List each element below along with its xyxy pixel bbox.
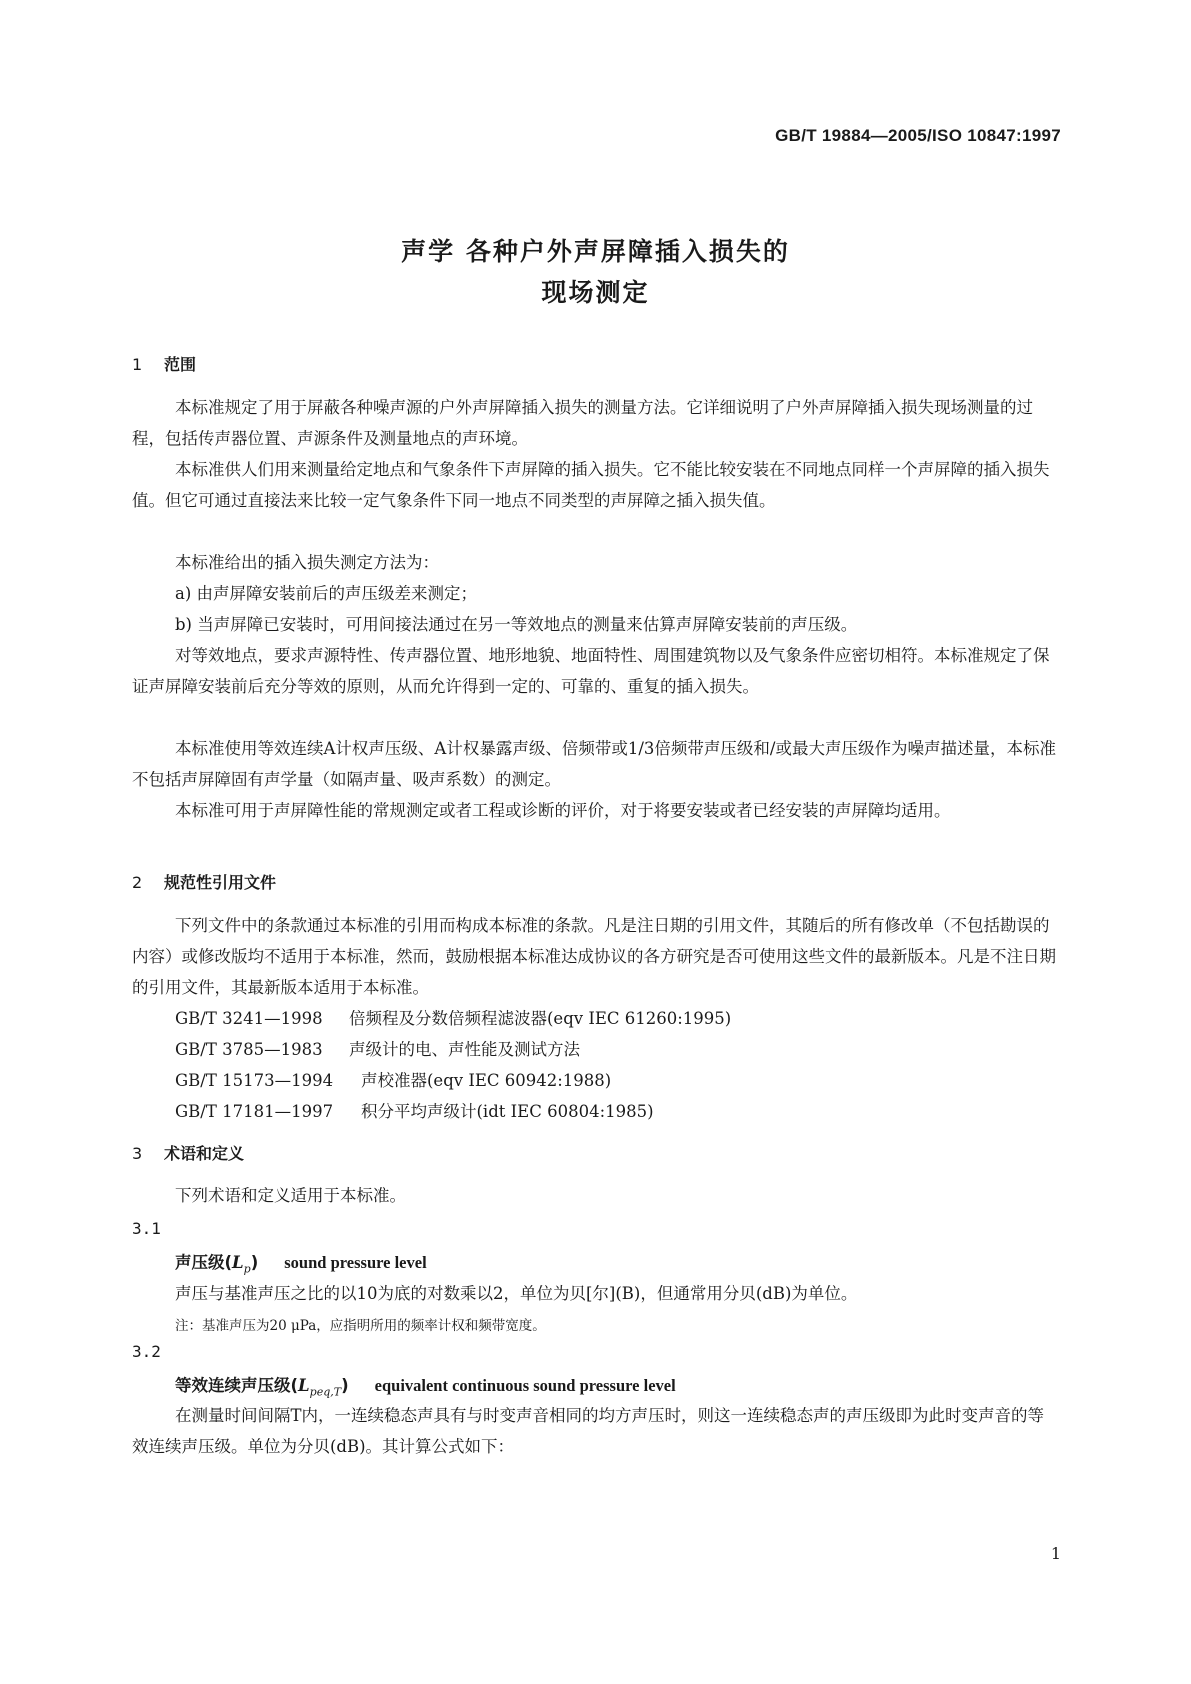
paragraph: 下列文件中的条款通过本标准的引用而构成本标准的条款。凡是注日期的引用文件，其随后的所有修改单（不包括勘误的内容）或修改版均不适用于本标准，然而，鼓励根据本标准达成协议的各方研究是否可使用这些文件的最新版本。凡是不注日期的引用文件，其最新版本适用于本标准。 xyxy=(132,916,1056,997)
reference-item xyxy=(175,1067,611,1091)
reference-code: GB/T 3241—1998 xyxy=(175,1009,323,1028)
subsection-number: 3.2 xyxy=(132,1342,161,1361)
term-english: equivalent continuous sound pressure level xyxy=(374,1376,676,1395)
page-number: 1 xyxy=(1050,1544,1061,1563)
section-3-heading xyxy=(132,1141,244,1164)
list-item: a) 由声屏障安装前后的声压级差来测定； xyxy=(175,584,478,603)
term-heading: 声压级$(L_p)$ sound pressure level xyxy=(175,1253,427,1276)
document-title-line2: 现场测定 xyxy=(541,278,650,307)
term-symbol: L xyxy=(298,1376,310,1395)
paragraph: 本标准规定了用于屏蔽各种噪声源的户外声屏障插入损失的测量方法。它详细说明了户外声屏障插入损失现场测量的过程，包括传声器位置、声源条件及测量地点的声环境。 xyxy=(132,398,1033,448)
term-chinese: 等效连续声压级 xyxy=(175,1376,291,1395)
reference-title: 倍频程及分数倍频程滤波器(eqv IEC 61260:1995) xyxy=(349,1009,732,1028)
section-title: 术语和定义 xyxy=(164,1144,245,1163)
term-symbol: L xyxy=(232,1253,244,1272)
reference-item xyxy=(175,1098,654,1122)
term-heading: 等效连续声压级$(L_{peq,T})$ equivalent continuous sound pressure level xyxy=(175,1376,676,1399)
paragraph: 下列术语和定义适用于本标准。 xyxy=(175,1186,406,1205)
reference-code: GB/T 3785—1983 xyxy=(175,1040,323,1059)
reference-item xyxy=(175,1036,580,1060)
subsection-number: 3.1 xyxy=(132,1219,161,1238)
term-symbol-subscript: p xyxy=(243,1262,251,1276)
section-title: 范围 xyxy=(164,355,197,374)
reference-code: GB/T 17181—1997 xyxy=(175,1102,334,1121)
document-title-line1: 声学 各种户外声屏障插入损失的 xyxy=(401,237,790,266)
section-title: 规范性引用文件 xyxy=(164,873,277,892)
paragraph: 本标准给出的插入损失测定方法为： xyxy=(175,553,439,572)
section-2-heading xyxy=(132,870,276,893)
paragraph: 本标准可用于声屏障性能的常规测定或者工程或诊断的评价，对于将要安装或者已经安装的声屏障均适用。 xyxy=(175,801,951,820)
section-number: 2 xyxy=(132,873,143,892)
reference-title: 声级计的电、声性能及测试方法 xyxy=(349,1040,580,1059)
list-item: b) 当声屏障已安装时，可用间接法通过在另一等效地点的测量来估算声屏障安装前的声压级。 xyxy=(175,615,858,634)
paragraph: 本标准供人们用来测量给定地点和气象条件下声屏障的插入损失。它不能比较安装在不同地点同样一个声屏障的插入损失值。但它可通过直接法来比较一定气象条件下同一地点不同类型的声屏障之插入损失值。 xyxy=(132,460,1050,510)
section-number: 3 xyxy=(132,1144,143,1163)
reference-item xyxy=(175,1005,731,1029)
reference-title: 积分平均声级计(idt IEC 60804:1985) xyxy=(361,1102,654,1121)
term-symbol-subscript: peq,T xyxy=(309,1385,342,1399)
paragraph: 本标准使用等效连续A计权声压级、A计权暴露声级、倍频带或1/3倍频带声压级和/或最大声压级作为噪声描述量，本标准不包括声屏障固有声学量（如隔声量、吸声系数）的测定。 xyxy=(132,739,1056,789)
term-definition: 在测量时间间隔T内，一连续稳态声具有与时变声音相同的均方声压时，则这一连续稳态声的声压级即为此时变声音的等效连续声压级。单位为分贝(dB)。其计算公式如下： xyxy=(132,1406,1045,1456)
term-definition: 声压与基准声压之比的以10为底的对数乘以2，单位为贝[尔](B)，但通常用分贝(dB)为单位。 xyxy=(175,1284,858,1303)
section-number: 1 xyxy=(132,355,143,374)
paragraph: 对等效地点，要求声源特性、传声器位置、地形地貌、地面特性、周围建筑物以及气象条件应密切相符。本标准规定了保证声屏障安装前后充分等效的原则，从而允许得到一定的、可靠的、重复的插入损失。 xyxy=(132,646,1050,696)
term-chinese: 声压级 xyxy=(175,1253,225,1272)
section-1-heading xyxy=(132,352,196,375)
term-english: sound pressure level xyxy=(284,1253,427,1272)
reference-code: GB/T 15173—1994 xyxy=(175,1071,334,1090)
standard-code: GB/T 19884—2005/ISO 10847:1997 xyxy=(775,126,1061,145)
reference-title: 声校准器(eqv IEC 60942:1988) xyxy=(361,1071,612,1090)
term-note: 注：基准声压为20 μPa，应指明所用的频率计权和频带宽度。 xyxy=(175,1318,546,1334)
